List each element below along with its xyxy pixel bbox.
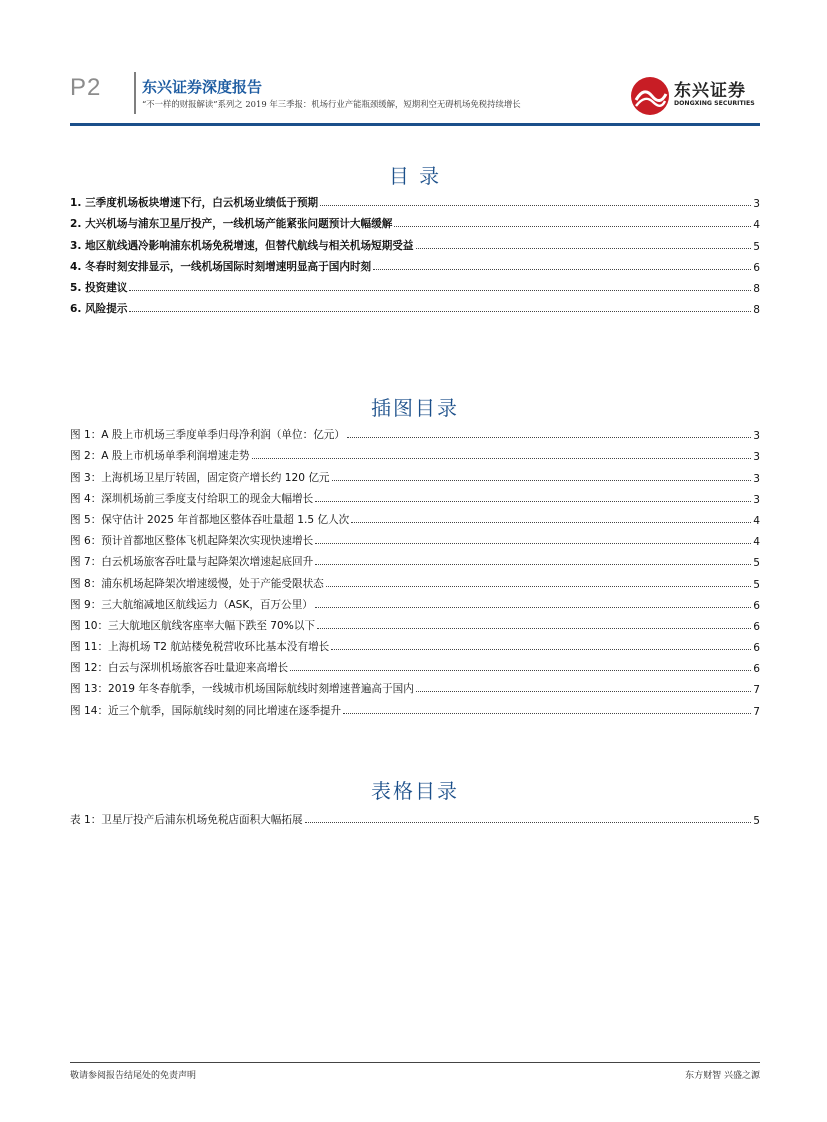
toc-leader-dots bbox=[315, 606, 751, 608]
toc-entry-label: 图 2：A 股上市机场单季利润增速走势 bbox=[70, 450, 250, 463]
header-divider bbox=[134, 72, 136, 114]
toc-leader-dots bbox=[331, 648, 751, 650]
toc-entry-page: 6 bbox=[753, 620, 760, 633]
toc-entry-label: 图 5：保守估计 2025 年首都地区整体吞吐量超 1.5 亿人次 bbox=[70, 513, 350, 526]
toc-entry-label: 表 1：卫星厅投产后浦东机场免税店面积大幅拓展 bbox=[70, 814, 303, 827]
contents-title: 目 录 bbox=[388, 164, 442, 188]
toc-entry[interactable] bbox=[70, 442, 760, 463]
toc-entry-label: 图 9：三大航缩减地区航线运力（ASK，百万公里） bbox=[70, 598, 313, 611]
toc-entry[interactable] bbox=[70, 675, 760, 696]
toc-entry-page: 6 bbox=[753, 261, 760, 274]
toc-entry-label: 1. 三季度机场板块增速下行，白云机场业绩低于预期 bbox=[70, 197, 319, 210]
tables-list bbox=[70, 806, 760, 827]
company-logo bbox=[630, 74, 760, 118]
toc-entry-label: 图 4：深圳机场前三季度支付给职工的现金大幅增长 bbox=[70, 492, 314, 505]
toc-entry-page: 3 bbox=[753, 198, 760, 211]
toc-entry-page: 5 bbox=[753, 578, 760, 591]
toc-entry-page: 7 bbox=[753, 684, 760, 697]
toc-leader-dots bbox=[129, 310, 751, 312]
header-rule bbox=[70, 123, 760, 126]
toc-leader-dots bbox=[315, 542, 751, 544]
toc-leader-dots bbox=[290, 669, 751, 671]
toc-entry[interactable] bbox=[70, 295, 760, 316]
toc-entry-page: 6 bbox=[753, 599, 760, 612]
toc-entry-label: 图 11：上海机场 T2 航站楼免税营收环比基本没有增长 bbox=[70, 641, 330, 654]
toc-entry-label: 6. 风险提示 bbox=[70, 303, 128, 316]
toc-entry[interactable] bbox=[70, 189, 760, 210]
toc-entry-label: 5. 投资建议 bbox=[70, 281, 128, 294]
toc-entry-page: 6 bbox=[753, 642, 760, 655]
toc-entry[interactable] bbox=[70, 274, 760, 295]
toc-leader-dots bbox=[343, 712, 751, 714]
toc-entry[interactable] bbox=[70, 569, 760, 590]
toc-entry-label: 图 7：白云机场旅客吞吐量与起降架次增速起底回升 bbox=[70, 556, 314, 569]
toc-entry-label: 4. 冬春时刻安排显示，一线机场国际时刻增速明显高于国内时刻 bbox=[70, 260, 372, 273]
toc-entry[interactable] bbox=[70, 210, 760, 231]
toc-entry-page: 5 bbox=[753, 240, 760, 253]
toc-leader-dots bbox=[416, 690, 751, 692]
toc-entry-page: 8 bbox=[753, 304, 760, 317]
toc-entry[interactable] bbox=[70, 485, 760, 506]
toc-leader-dots bbox=[315, 563, 751, 565]
toc-entry-label: 3. 地区航线遇冷影响浦东机场免税增速，但替代航线与相关机场短期受益 bbox=[70, 239, 414, 252]
toc-entry-label: 图 12：白云与深圳机场旅客吞吐量迎来高增长 bbox=[70, 662, 289, 675]
figures-list bbox=[70, 421, 760, 718]
toc-leader-dots bbox=[326, 585, 751, 587]
toc-leader-dots bbox=[129, 289, 751, 291]
toc-entry-label: 图 6：预计首都地区整体飞机起降架次实现快速增长 bbox=[70, 535, 314, 548]
logo-name-en: DONGXING SECURITIES bbox=[674, 100, 755, 107]
toc-entry-page: 8 bbox=[753, 282, 760, 295]
report-subtitle: “不一样的财报解读”系列之 2019 年三季报：机场行业产能瓶颈缓解，短期利空无碍机场免税持续增长 bbox=[142, 99, 521, 109]
toc-entry-page: 3 bbox=[753, 430, 760, 443]
toc-leader-dots bbox=[332, 479, 752, 481]
toc-entry-label: 图 3：上海机场卫星厅转固，固定资产增长约 120 亿元 bbox=[70, 471, 330, 484]
toc-entry[interactable] bbox=[70, 548, 760, 569]
logo-name-cn: 东兴证券 bbox=[674, 81, 746, 101]
toc-entry-label: 图 14：近三个航季，国际航线时刻的同比增速在逐季提升 bbox=[70, 704, 342, 717]
toc-entry[interactable] bbox=[70, 806, 760, 827]
toc-leader-dots bbox=[347, 436, 751, 438]
toc-entry[interactable] bbox=[70, 654, 760, 675]
toc-entry-label: 图 8：浦东机场起降架次增速缓慢，处于产能受限状态 bbox=[70, 577, 324, 590]
toc-entry-page: 6 bbox=[753, 663, 760, 676]
footer-slogan: 东方财智 兴盛之源 bbox=[685, 1071, 760, 1081]
footer-rule bbox=[70, 1062, 760, 1063]
toc-entry-page: 3 bbox=[753, 451, 760, 464]
toc-entry-page: 3 bbox=[753, 493, 760, 506]
toc-entry-label: 图 13：2019 年冬春航季，一线城市机场国际航线时刻增速普遍高于国内 bbox=[70, 683, 414, 696]
contents-list bbox=[70, 189, 760, 316]
toc-leader-dots bbox=[252, 457, 752, 459]
toc-entry[interactable] bbox=[70, 231, 760, 252]
toc-leader-dots bbox=[315, 500, 751, 502]
toc-entry[interactable] bbox=[70, 253, 760, 274]
toc-entry-page: 4 bbox=[753, 219, 760, 232]
company-logo-icon bbox=[630, 76, 670, 116]
toc-entry-label: 图 1：A 股上市机场三季度单季归母净利润（单位：亿元） bbox=[70, 429, 345, 442]
toc-entry-page: 5 bbox=[753, 557, 760, 570]
toc-entry-page: 5 bbox=[753, 815, 760, 828]
toc-entry-label: 图 10：三大航地区航线客座率大幅下跌至 70%以下 bbox=[70, 619, 316, 632]
toc-entry[interactable] bbox=[70, 463, 760, 484]
toc-entry-page: 4 bbox=[753, 514, 760, 527]
toc-leader-dots bbox=[317, 627, 751, 629]
toc-entry[interactable] bbox=[70, 696, 760, 717]
toc-leader-dots bbox=[373, 268, 751, 270]
toc-entry-page: 4 bbox=[753, 536, 760, 549]
toc-leader-dots bbox=[320, 204, 751, 206]
figures-title: 插图目录 bbox=[371, 396, 459, 420]
toc-entry[interactable] bbox=[70, 612, 760, 633]
toc-entry-page: 7 bbox=[753, 705, 760, 718]
toc-entry[interactable] bbox=[70, 591, 760, 612]
toc-leader-dots bbox=[351, 521, 751, 523]
toc-leader-dots bbox=[394, 225, 751, 227]
toc-leader-dots bbox=[416, 247, 752, 249]
toc-entry[interactable] bbox=[70, 421, 760, 442]
page-number: P2 bbox=[70, 74, 102, 101]
toc-entry[interactable] bbox=[70, 527, 760, 548]
toc-entry[interactable] bbox=[70, 506, 760, 527]
tables-title: 表格目录 bbox=[371, 779, 459, 803]
toc-leader-dots bbox=[305, 821, 752, 823]
toc-entry-page: 3 bbox=[753, 472, 760, 485]
toc-entry-label: 2. 大兴机场与浦东卫星厅投产，一线机场产能紧张问题预计大幅缓解 bbox=[70, 218, 393, 231]
report-title: 东兴证券深度报告 bbox=[142, 78, 263, 96]
footer-disclaimer: 敬请参阅报告结尾处的免责声明 bbox=[70, 1071, 197, 1081]
toc-entry[interactable] bbox=[70, 633, 760, 654]
